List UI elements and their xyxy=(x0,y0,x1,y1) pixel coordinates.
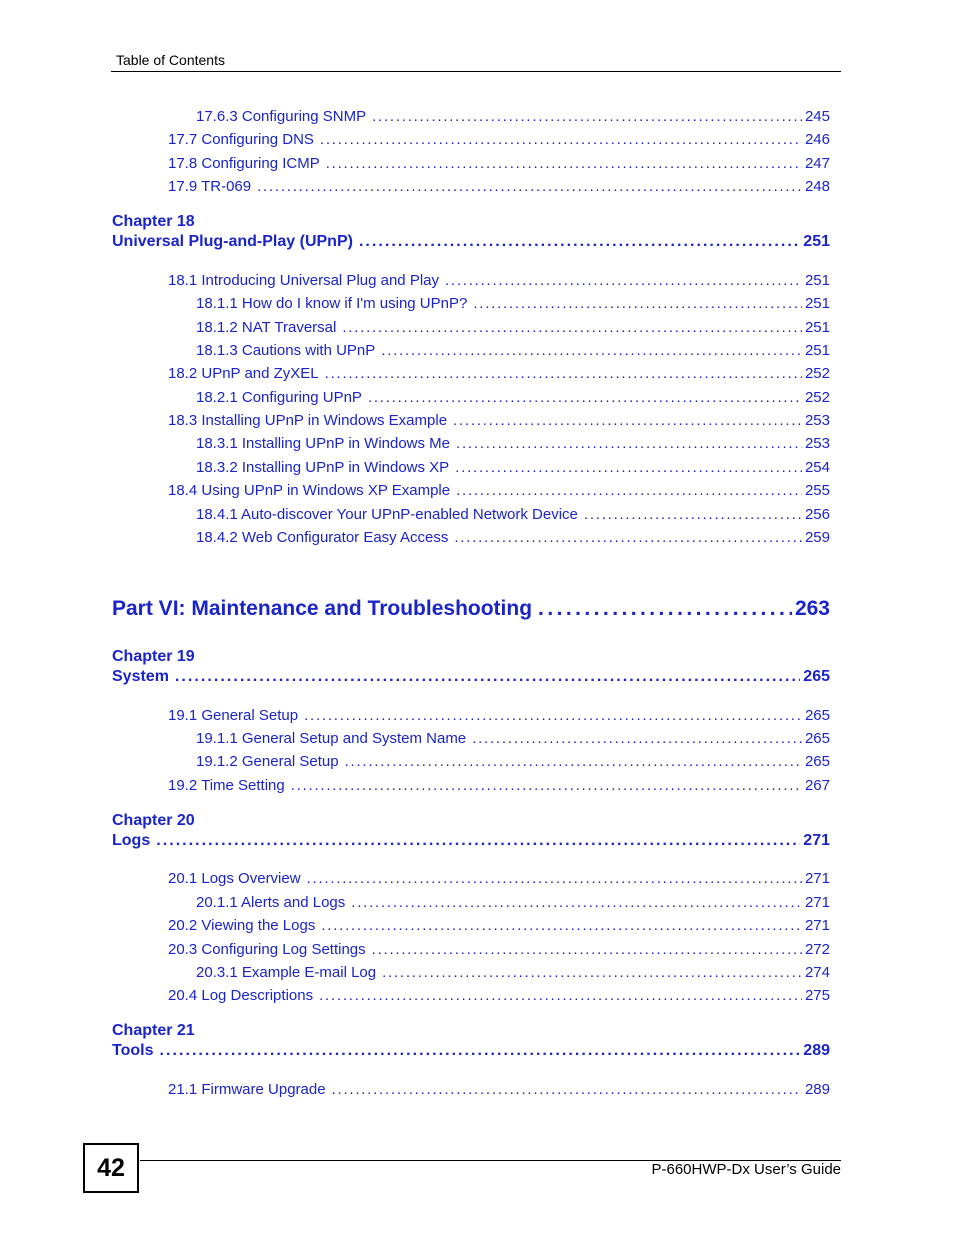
toc-section-entry[interactable] xyxy=(168,131,830,151)
toc-section-entry[interactable] xyxy=(196,295,830,315)
entry-title: 18.2.1 Configuring UPnP xyxy=(196,389,362,406)
toc-section-entry[interactable] xyxy=(168,155,830,175)
toc-chapter-entry[interactable] xyxy=(112,233,830,255)
entry-page-number: 271 xyxy=(804,894,830,911)
guide-title: P-660HWP-Dx User’s Guide xyxy=(651,1161,841,1178)
entry-title: 17.8 Configuring ICMP xyxy=(168,155,320,172)
entry-title: 18.1.2 NAT Traversal xyxy=(196,319,337,336)
entry-page-number: 265 xyxy=(803,668,830,685)
dot-leader xyxy=(321,917,802,934)
toc-section-entry[interactable] xyxy=(196,108,830,128)
toc-chapter-entry[interactable] xyxy=(112,668,830,690)
dot-leader xyxy=(291,777,802,794)
dot-leader xyxy=(326,155,802,172)
toc-section-entry[interactable] xyxy=(168,178,830,198)
chapter-label: Chapter 18 xyxy=(112,213,195,230)
dot-leader xyxy=(453,412,802,429)
dot-leader xyxy=(445,272,802,289)
dot-leader xyxy=(342,319,802,336)
entry-title: 20.1 Logs Overview xyxy=(168,870,301,887)
entry-title: 18.4 Using UPnP in Windows XP Example xyxy=(168,482,451,499)
entry-page-number: 251 xyxy=(804,342,830,359)
entry-title: 20.1.1 Alerts and Logs xyxy=(196,894,346,911)
chapter-label: Chapter 19 xyxy=(112,648,195,665)
entry-title: 17.9 TR-069 xyxy=(168,178,252,195)
entry-title: 18.4.2 Web Configurator Easy Access xyxy=(196,529,449,546)
entry-page-number: 267 xyxy=(804,777,830,794)
entry-title: 18.3.2 Installing UPnP in Windows XP xyxy=(196,459,450,476)
entry-page-number: 251 xyxy=(804,319,830,336)
entry-title: System xyxy=(112,668,169,685)
entry-title: 17.7 Configuring DNS xyxy=(168,131,314,148)
page-number: 42 xyxy=(83,1143,139,1193)
entry-title: 18.4.1 Auto-discover Your UPnP-enabled Network Device xyxy=(196,506,578,523)
chapter-label: Chapter 20 xyxy=(112,812,195,829)
entry-page-number: 251 xyxy=(804,295,830,312)
entry-page-number: 289 xyxy=(803,1042,830,1059)
entry-title: Universal Plug-and-Play (UPnP) xyxy=(112,233,353,250)
chapter-label: Chapter 21 xyxy=(112,1022,195,1039)
entry-page-number: 271 xyxy=(804,870,830,887)
dot-leader xyxy=(368,389,802,406)
toc-chapter-entry[interactable] xyxy=(112,832,830,854)
toc-section-entry[interactable] xyxy=(196,459,830,479)
dot-leader xyxy=(345,753,802,770)
entry-page-number: 252 xyxy=(804,389,830,406)
dot-leader xyxy=(382,964,802,981)
dot-leader xyxy=(307,870,802,887)
dot-leader xyxy=(351,894,802,911)
toc-section-entry[interactable] xyxy=(168,987,830,1007)
entry-title: 19.1 General Setup xyxy=(168,707,299,724)
entry-title: 19.1.2 General Setup xyxy=(196,753,339,770)
toc-section-entry[interactable] xyxy=(196,506,830,526)
entry-title: 18.1 Introducing Universal Plug and Play xyxy=(168,272,439,289)
entry-page-number: 272 xyxy=(804,941,830,958)
dot-leader xyxy=(584,506,802,523)
toc-section-entry[interactable] xyxy=(168,272,830,292)
toc-section-entry[interactable] xyxy=(196,964,830,984)
toc-section-entry[interactable] xyxy=(168,482,830,502)
toc-section-entry[interactable] xyxy=(168,870,830,890)
entry-title: 18.3.1 Installing UPnP in Windows Me xyxy=(196,435,451,452)
running-header: Table of Contents xyxy=(116,52,225,68)
toc-section-entry[interactable] xyxy=(168,941,830,961)
entry-page-number: 245 xyxy=(804,108,830,125)
toc-section-entry[interactable] xyxy=(196,894,830,914)
entry-title: 18.3 Installing UPnP in Windows Example xyxy=(168,412,448,429)
dot-leader xyxy=(257,178,802,195)
toc-section-entry[interactable] xyxy=(168,1081,830,1101)
toc-section-entry[interactable] xyxy=(196,730,830,750)
entry-page-number: 247 xyxy=(804,155,830,172)
toc-section-entry[interactable] xyxy=(196,529,830,549)
entry-page-number: 289 xyxy=(804,1081,830,1098)
entry-page-number: 259 xyxy=(804,529,830,546)
dot-leader xyxy=(455,459,802,476)
toc-section-entry[interactable] xyxy=(196,319,830,339)
dot-leader xyxy=(381,342,802,359)
dot-leader xyxy=(538,597,792,621)
entry-page-number: 252 xyxy=(804,365,830,382)
dot-leader xyxy=(159,1042,800,1060)
entry-page-number: 265 xyxy=(804,707,830,724)
dot-leader xyxy=(319,987,802,1004)
entry-title: 20.3.1 Example E-mail Log xyxy=(196,964,377,981)
entry-page-number: 265 xyxy=(804,730,830,747)
dot-leader xyxy=(456,482,802,499)
dot-leader xyxy=(372,941,802,958)
entry-page-number: 254 xyxy=(804,459,830,476)
entry-page-number: 255 xyxy=(804,482,830,499)
entry-page-number: 251 xyxy=(804,272,830,289)
entry-page-number: 246 xyxy=(804,131,830,148)
dot-leader xyxy=(454,529,802,546)
entry-title: Logs xyxy=(112,832,151,849)
toc-chapter-entry[interactable] xyxy=(112,1042,830,1064)
dot-leader xyxy=(472,730,802,747)
toc-section-entry[interactable] xyxy=(196,753,830,773)
dot-leader xyxy=(332,1081,802,1098)
entry-title: Part VI: Maintenance and Troubleshooting xyxy=(112,597,533,620)
entry-title: 19.1.1 General Setup and System Name xyxy=(196,730,467,747)
dot-leader xyxy=(372,108,802,125)
toc-section-entry[interactable] xyxy=(196,342,830,362)
dot-leader xyxy=(325,365,802,382)
entry-page-number: 248 xyxy=(804,178,830,195)
entry-page-number: 274 xyxy=(804,964,830,981)
dot-leader xyxy=(456,435,802,452)
entry-title: 18.1.3 Cautions with UPnP xyxy=(196,342,376,359)
dot-leader xyxy=(359,233,800,251)
dot-leader xyxy=(473,295,802,312)
entry-page-number: 265 xyxy=(804,753,830,770)
toc-section-entry[interactable] xyxy=(168,917,830,937)
entry-page-number: 256 xyxy=(804,506,830,523)
entry-title: 20.3 Configuring Log Settings xyxy=(168,941,366,958)
entry-title: Tools xyxy=(112,1042,154,1059)
toc-section-entry[interactable] xyxy=(168,777,830,797)
toc-section-entry[interactable] xyxy=(196,389,830,409)
toc-section-entry[interactable] xyxy=(196,435,830,455)
dot-leader xyxy=(320,131,802,148)
entry-title: 19.2 Time Setting xyxy=(168,777,285,794)
entry-page-number: 263 xyxy=(794,597,830,620)
entry-page-number: 271 xyxy=(803,832,830,849)
entry-title: 20.4 Log Descriptions xyxy=(168,987,314,1004)
entry-title: 18.2 UPnP and ZyXEL xyxy=(168,365,319,382)
toc-section-entry[interactable] xyxy=(168,365,830,385)
dot-leader xyxy=(156,832,800,850)
dot-leader xyxy=(175,668,800,686)
entry-page-number: 251 xyxy=(803,233,830,250)
dot-leader xyxy=(304,707,802,724)
entry-title: 20.2 Viewing the Logs xyxy=(168,917,316,934)
entry-title: 21.1 Firmware Upgrade xyxy=(168,1081,326,1098)
header-divider xyxy=(111,71,841,72)
entry-page-number: 253 xyxy=(804,412,830,429)
entry-page-number: 253 xyxy=(804,435,830,452)
entry-title: 18.1.1 How do I know if I'm using UPnP? xyxy=(196,295,468,312)
entry-page-number: 275 xyxy=(804,987,830,1004)
toc-part-entry[interactable] xyxy=(112,597,830,625)
toc-section-entry[interactable] xyxy=(168,412,830,432)
toc-section-entry[interactable] xyxy=(168,707,830,727)
entry-page-number: 271 xyxy=(804,917,830,934)
entry-title: 17.6.3 Configuring SNMP xyxy=(196,108,367,125)
